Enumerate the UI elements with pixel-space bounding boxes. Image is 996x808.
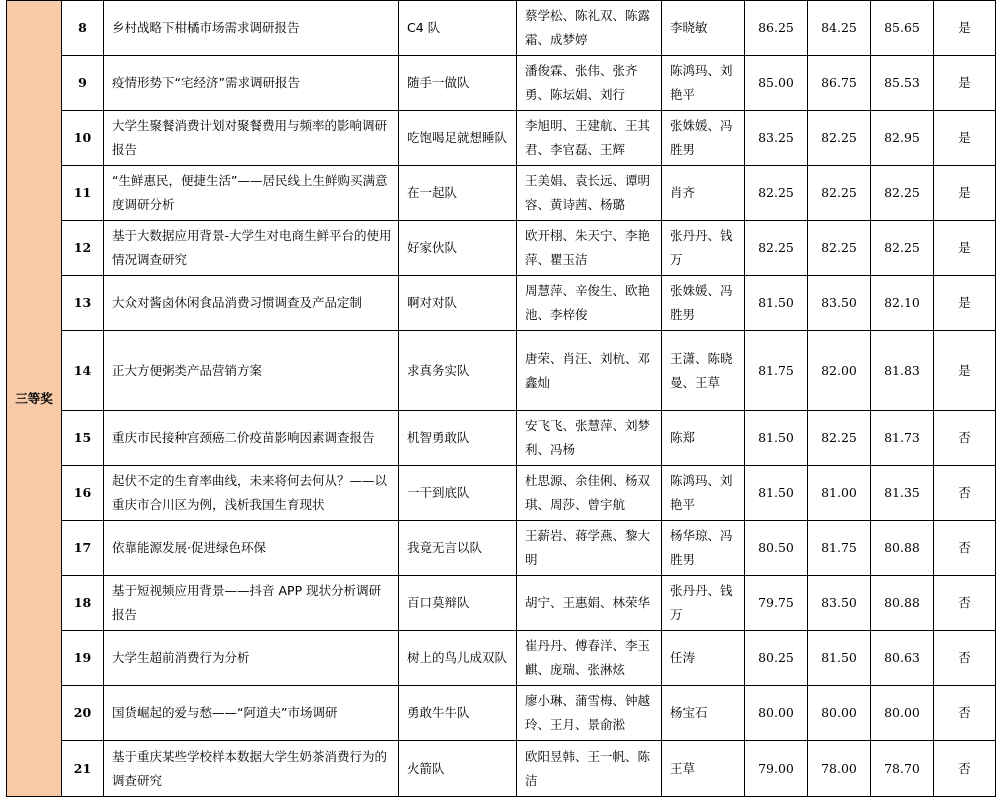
advance-flag: 是 [934, 221, 996, 276]
project-title: 基于短视频应用背景——抖音 APP 现状分析调研报告 [104, 576, 399, 631]
advisor: 王草 [662, 741, 745, 797]
project-title: 大学生聚餐消费计划对聚餐费用与频率的影响调研报告 [104, 111, 399, 166]
project-title: 国货崛起的爱与愁——“阿道夫”市场调研 [104, 686, 399, 741]
score-1: 81.50 [745, 466, 808, 521]
score-final: 82.25 [871, 221, 934, 276]
team-members: 周慧萍、辛俊生、欧艳池、李梓俊 [517, 276, 662, 331]
row-number: 18 [62, 576, 104, 631]
score-final: 80.63 [871, 631, 934, 686]
advance-flag: 否 [934, 466, 996, 521]
score-2: 81.50 [808, 631, 871, 686]
team-members: 欧开栩、朱天宁、李艳萍、瞿玉洁 [517, 221, 662, 276]
score-1: 82.25 [745, 221, 808, 276]
score-1: 81.50 [745, 411, 808, 466]
score-final: 78.70 [871, 741, 934, 797]
row-number: 14 [62, 331, 104, 411]
row-number: 15 [62, 411, 104, 466]
project-title: 依靠能源发展·促进绿色环保 [104, 521, 399, 576]
project-title: 基于重庆某些学校样本数据大学生奶茶消费行为的调查研究 [104, 741, 399, 797]
team-name: 火箭队 [399, 741, 517, 797]
award-level: 三等奖 [7, 1, 62, 797]
score-2: 82.25 [808, 166, 871, 221]
score-1: 83.25 [745, 111, 808, 166]
team-members: 安飞飞、张慧萍、刘梦利、冯杨 [517, 411, 662, 466]
row-number: 17 [62, 521, 104, 576]
team-name: 好家伙队 [399, 221, 517, 276]
table-row [7, 276, 996, 331]
award-table [6, 0, 996, 797]
score-2: 86.75 [808, 56, 871, 111]
advisor: 任涛 [662, 631, 745, 686]
table-row [7, 686, 996, 741]
advisor: 张姝媛、冯胜男 [662, 111, 745, 166]
score-final: 80.00 [871, 686, 934, 741]
table-row [7, 411, 996, 466]
team-members: 王美娟、袁长远、谭明容、黄诗茜、杨璐 [517, 166, 662, 221]
advisor: 王潇、陈晓曼、王草 [662, 331, 745, 411]
score-2: 81.00 [808, 466, 871, 521]
table-row [7, 1, 996, 56]
team-name: 随手一做队 [399, 56, 517, 111]
score-2: 83.50 [808, 576, 871, 631]
row-number: 8 [62, 1, 104, 56]
team-members: 蔡学松、陈礼双、陈露霜、成梦婷 [517, 1, 662, 56]
row-number: 13 [62, 276, 104, 331]
project-title: “生鲜惠民，便捷生活”——居民线上生鲜购买满意度调研分析 [104, 166, 399, 221]
advisor: 陈鸿玛、刘艳平 [662, 56, 745, 111]
table-row [7, 221, 996, 276]
row-number: 19 [62, 631, 104, 686]
project-title: 正大方便粥类产品营销方案 [104, 331, 399, 411]
team-members: 杜思源、余佳俐、杨双琪、周莎、曾宇航 [517, 466, 662, 521]
project-title: 起伏不定的生育率曲线，未来将何去何从？——以重庆市合川区为例，浅析我国生育现状 [104, 466, 399, 521]
score-2: 84.25 [808, 1, 871, 56]
advance-flag: 是 [934, 1, 996, 56]
row-number: 20 [62, 686, 104, 741]
score-1: 86.25 [745, 1, 808, 56]
team-name: 我竟无言以队 [399, 521, 517, 576]
team-name: 百口莫辩队 [399, 576, 517, 631]
team-members: 欧阳昱韩、王一帆、陈洁 [517, 741, 662, 797]
score-final: 81.35 [871, 466, 934, 521]
project-title: 疫情形势下“宅经济”需求调研报告 [104, 56, 399, 111]
score-1: 79.75 [745, 576, 808, 631]
row-number: 11 [62, 166, 104, 221]
score-final: 82.10 [871, 276, 934, 331]
advisor: 张丹丹、钱万 [662, 576, 745, 631]
advance-flag: 是 [934, 276, 996, 331]
team-name: 树上的鸟儿成双队 [399, 631, 517, 686]
score-1: 79.00 [745, 741, 808, 797]
table-row [7, 111, 996, 166]
score-2: 80.00 [808, 686, 871, 741]
score-final: 85.65 [871, 1, 934, 56]
row-number: 10 [62, 111, 104, 166]
score-2: 83.50 [808, 276, 871, 331]
score-2: 78.00 [808, 741, 871, 797]
score-1: 82.25 [745, 166, 808, 221]
advance-flag: 否 [934, 631, 996, 686]
score-1: 80.50 [745, 521, 808, 576]
score-2: 82.25 [808, 111, 871, 166]
table-row [7, 576, 996, 631]
team-name: C4 队 [399, 1, 517, 56]
advisor: 李晓敏 [662, 1, 745, 56]
score-final: 85.53 [871, 56, 934, 111]
team-name: 啊对对队 [399, 276, 517, 331]
score-final: 82.95 [871, 111, 934, 166]
score-1: 85.00 [745, 56, 808, 111]
team-name: 机智勇敢队 [399, 411, 517, 466]
project-title: 大众对酱卤休闲食品消费习惯调查及产品定制 [104, 276, 399, 331]
row-number: 12 [62, 221, 104, 276]
table-row [7, 56, 996, 111]
score-2: 82.25 [808, 221, 871, 276]
project-title: 基于大数据应用背景-大学生对电商生鲜平台的使用情况调查研究 [104, 221, 399, 276]
team-members: 唐荣、肖汪、刘杭、邓鑫灿 [517, 331, 662, 411]
project-title: 大学生超前消费行为分析 [104, 631, 399, 686]
table-row [7, 521, 996, 576]
row-number: 9 [62, 56, 104, 111]
team-name: 吃饱喝足就想睡队 [399, 111, 517, 166]
advisor: 陈郑 [662, 411, 745, 466]
team-name: 一干到底队 [399, 466, 517, 521]
team-members: 潘俊霖、张伟、张齐勇、陈坛娟、刘行 [517, 56, 662, 111]
team-members: 王薪岩、蒋学燕、黎大明 [517, 521, 662, 576]
advisor: 肖齐 [662, 166, 745, 221]
score-2: 82.00 [808, 331, 871, 411]
team-name: 求真务实队 [399, 331, 517, 411]
advance-flag: 否 [934, 741, 996, 797]
team-members: 胡宁、王惠娟、林荣华 [517, 576, 662, 631]
project-title: 重庆市民接种宫颈癌二价疫苗影响因素调查报告 [104, 411, 399, 466]
table-row [7, 466, 996, 521]
row-number: 16 [62, 466, 104, 521]
advance-flag: 否 [934, 576, 996, 631]
advance-flag: 是 [934, 331, 996, 411]
project-title: 乡村战略下柑橘市场需求调研报告 [104, 1, 399, 56]
table-row [7, 166, 996, 221]
score-final: 81.73 [871, 411, 934, 466]
advance-flag: 否 [934, 411, 996, 466]
advance-flag: 是 [934, 111, 996, 166]
score-1: 80.00 [745, 686, 808, 741]
team-name: 勇敢牛牛队 [399, 686, 517, 741]
advance-flag: 否 [934, 521, 996, 576]
table-row [7, 631, 996, 686]
advisor: 杨宝石 [662, 686, 745, 741]
table-row [7, 741, 996, 797]
score-final: 81.83 [871, 331, 934, 411]
team-members: 李旭明、王建航、王其君、李官磊、王辉 [517, 111, 662, 166]
advisor: 张姝媛、冯胜男 [662, 276, 745, 331]
row-number: 21 [62, 741, 104, 797]
table-row [7, 331, 996, 411]
score-1: 81.75 [745, 331, 808, 411]
score-1: 81.50 [745, 276, 808, 331]
advisor: 杨华琼、冯胜男 [662, 521, 745, 576]
score-2: 82.25 [808, 411, 871, 466]
score-final: 80.88 [871, 576, 934, 631]
score-final: 80.88 [871, 521, 934, 576]
score-2: 81.75 [808, 521, 871, 576]
team-members: 廖小琳、蒲雪梅、钟越玲、王月、景俞淞 [517, 686, 662, 741]
score-final: 82.25 [871, 166, 934, 221]
advance-flag: 是 [934, 56, 996, 111]
advance-flag: 否 [934, 686, 996, 741]
advance-flag: 是 [934, 166, 996, 221]
table-body [7, 1, 996, 797]
team-members: 崔丹丹、傅春洋、李玉麒、庞瑞、张淋炫 [517, 631, 662, 686]
advisor: 陈鸿玛、刘艳平 [662, 466, 745, 521]
score-1: 80.25 [745, 631, 808, 686]
advisor: 张丹丹、钱万 [662, 221, 745, 276]
team-name: 在一起队 [399, 166, 517, 221]
